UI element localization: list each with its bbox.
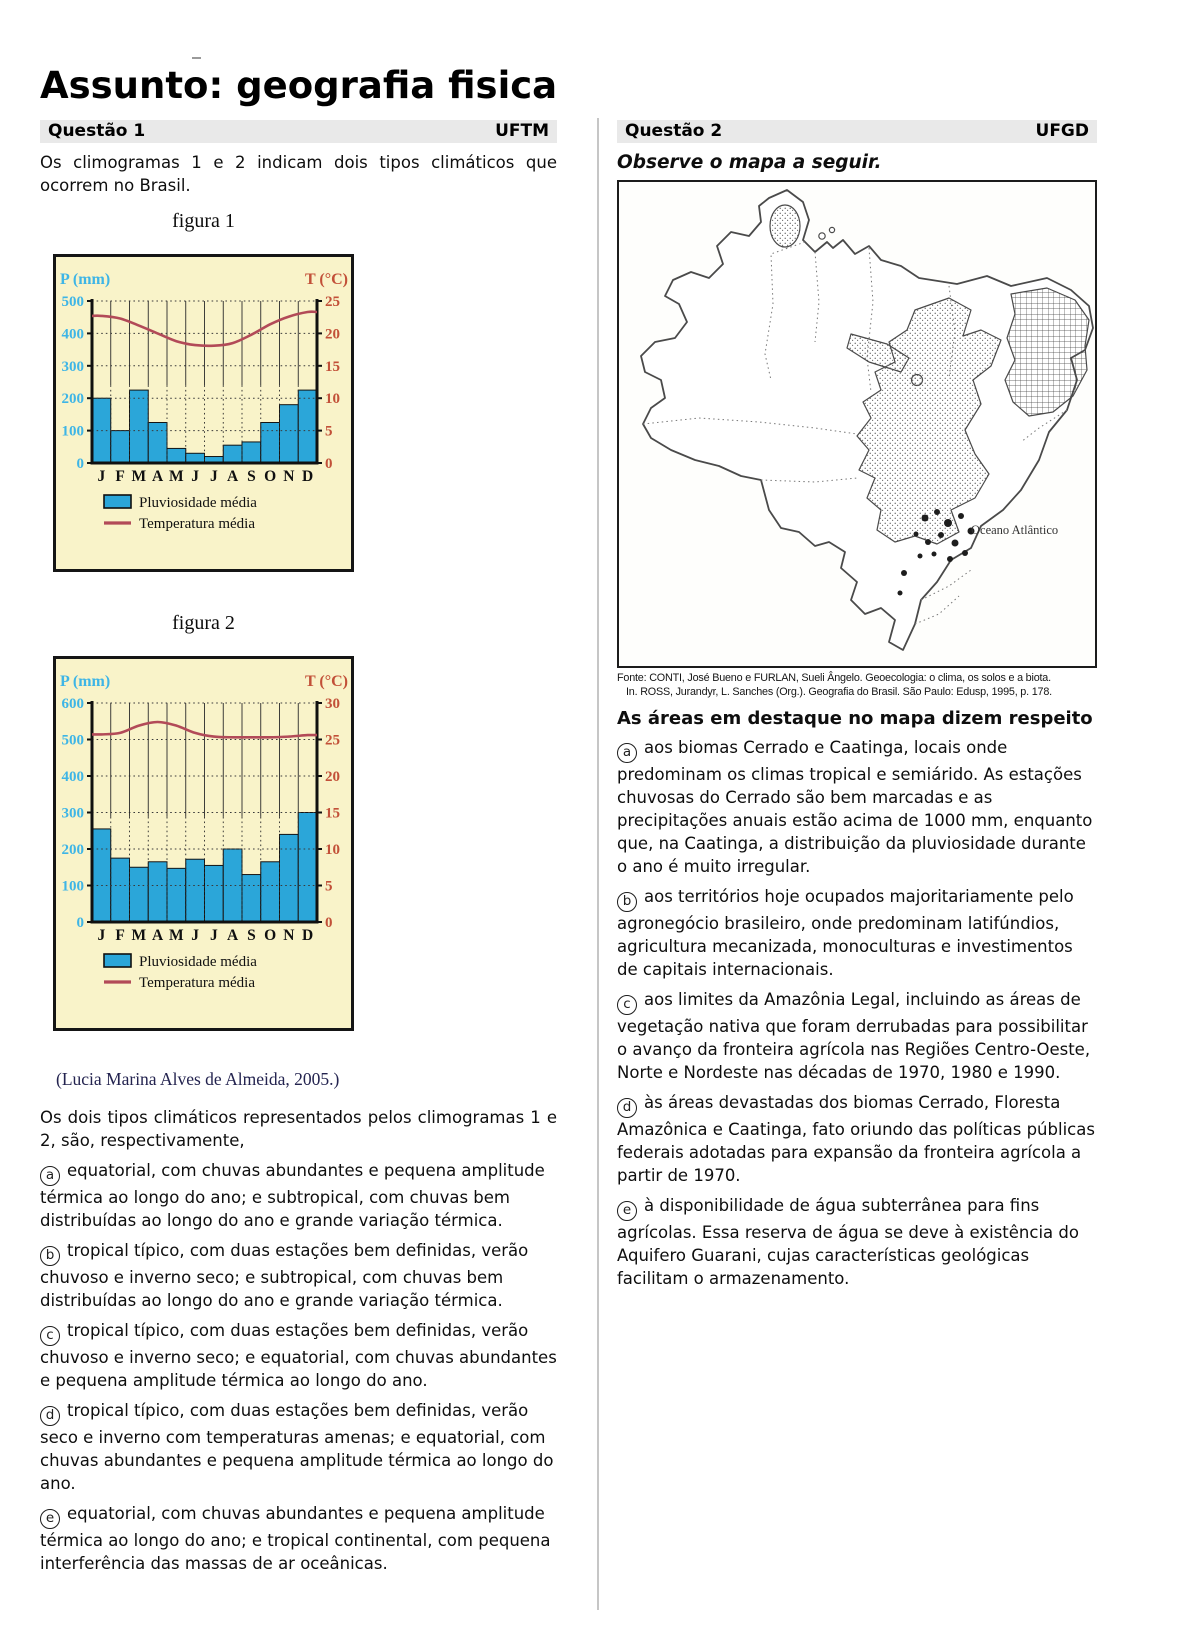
question-1-option-e bbox=[40, 1502, 557, 1575]
option-text: aos limites da Amazônia Legal, incluindo as áreas de vegetação nativa que foram derrubadas para possibilitar o avanço da fronteira agrícola nas Regiões Centro-Oeste, Norte e Nordeste nas décadas de 1970, 1980 e 1990. bbox=[617, 990, 1091, 1082]
svg-text:Pluviosidade média: Pluviosidade média bbox=[139, 954, 257, 970]
question-1-option-b bbox=[40, 1239, 557, 1312]
svg-text:25: 25 bbox=[325, 294, 340, 310]
climograph-figure-1 bbox=[53, 254, 354, 572]
option-text: aos territórios hoje ocupados majoritariamente pelo agronegócio brasileiro, onde predominam latifúndios, agricultura mecanizada, monoculturas e investimentos de capitais internacionais. bbox=[617, 887, 1074, 979]
brazil-map-svg bbox=[619, 182, 1095, 666]
svg-text:M: M bbox=[169, 468, 184, 485]
option-text: tropical típico, com duas estações bem definidas, verão chuvoso e inverno seco; e equatorial, com chuvas abundantes e pequena amplitude térmica ao longo do ano. bbox=[40, 1321, 557, 1390]
svg-text:O: O bbox=[264, 468, 277, 485]
brazil-map-figure bbox=[617, 180, 1097, 668]
page-title: Assunto: geografia fisica bbox=[40, 64, 558, 107]
svg-text:M: M bbox=[169, 927, 184, 944]
question-1-label: Questão 1 bbox=[48, 121, 146, 141]
svg-text:F: F bbox=[115, 468, 125, 485]
question-2-stem: As áreas em destaque no mapa dizem respeito bbox=[617, 708, 1093, 729]
svg-text:25: 25 bbox=[325, 732, 340, 749]
question-1-source-badge: UFTM bbox=[495, 121, 549, 141]
climograph-figure-2 bbox=[53, 656, 354, 1031]
option-text: equatorial, com chuvas abundantes e pequena amplitude térmica ao longo do ano; e subtropical, com chuvas bem distribuídas ao longo do ano e grande variação térmica. bbox=[40, 1161, 545, 1230]
option-letter-b: b bbox=[617, 892, 637, 912]
option-letter-b: b bbox=[40, 1246, 60, 1266]
svg-text:O: O bbox=[264, 927, 277, 944]
question-2-column bbox=[617, 120, 1097, 1290]
question-1-stem: Os dois tipos climáticos representados pelos climogramas 1 e 2, são, respectivamente, bbox=[40, 1108, 557, 1150]
svg-text:200: 200 bbox=[61, 391, 84, 408]
question-2-option-d bbox=[617, 1091, 1097, 1187]
svg-text:Temperatura média: Temperatura média bbox=[139, 975, 255, 991]
stray-mark bbox=[192, 57, 201, 59]
column-divider bbox=[597, 118, 599, 1610]
svg-text:A: A bbox=[152, 927, 164, 944]
svg-text:Pluviosidade média: Pluviosidade média bbox=[139, 495, 257, 511]
svg-text:S: S bbox=[247, 468, 256, 485]
option-text: aos biomas Cerrado e Caatinga, locais onde predominam os climas tropical e semiárido. As estações chuvosas do Cerrado são bem marcadas e as precipitações anuais estão acima de 1000 mm, enquanto que, na Caatinga, a distribuição da pluviosidade durante o ano é muito irregular. bbox=[617, 738, 1093, 876]
svg-text:10: 10 bbox=[325, 842, 340, 858]
svg-text:0: 0 bbox=[325, 915, 333, 931]
svg-text:200: 200 bbox=[61, 842, 84, 858]
question-2-label: Questão 2 bbox=[625, 121, 723, 141]
svg-text:A: A bbox=[227, 468, 239, 485]
svg-text:P (mm): P (mm) bbox=[60, 673, 111, 690]
svg-text:T (°C): T (°C) bbox=[305, 271, 348, 288]
option-text: equatorial, com chuvas abundantes e pequena amplitude térmica ao longo do ano; e tropical continental, com pequena interferência das massas de ar oceânicas. bbox=[40, 1504, 551, 1573]
option-text: tropical típico, com duas estações bem definidas, verão seco e inverno com temperaturas amenas; e equatorial, com chuvas abundantes e pequena amplitude térmica ao longo do ano. bbox=[40, 1401, 554, 1493]
svg-text:5: 5 bbox=[325, 878, 333, 895]
svg-text:M: M bbox=[131, 468, 147, 485]
svg-text:J: J bbox=[191, 927, 199, 944]
option-letter-a: a bbox=[40, 1166, 60, 1186]
option-letter-e: e bbox=[617, 1201, 637, 1221]
question-2-option-c bbox=[617, 988, 1097, 1084]
svg-text:S: S bbox=[247, 927, 256, 944]
caatinga-hatch-region bbox=[1005, 288, 1089, 416]
svg-text:20: 20 bbox=[325, 326, 340, 343]
svg-text:0: 0 bbox=[325, 456, 333, 472]
svg-text:J: J bbox=[97, 468, 106, 485]
map-credit bbox=[617, 671, 1097, 699]
figure-1-caption: figura 1 bbox=[172, 210, 235, 232]
option-letter-d: d bbox=[40, 1406, 60, 1426]
svg-text:D: D bbox=[302, 468, 314, 485]
figure-2-caption: figura 2 bbox=[172, 612, 235, 634]
svg-text:30: 30 bbox=[325, 696, 340, 712]
svg-text:500: 500 bbox=[61, 294, 84, 310]
option-letter-c: c bbox=[617, 995, 637, 1015]
svg-text:5: 5 bbox=[325, 423, 333, 440]
question-2-header bbox=[617, 120, 1097, 143]
option-letter-e: e bbox=[40, 1509, 60, 1529]
question-1-option-d bbox=[40, 1399, 557, 1495]
svg-text:J: J bbox=[191, 468, 199, 485]
svg-text:400: 400 bbox=[61, 326, 84, 343]
svg-text:0: 0 bbox=[76, 456, 84, 472]
brazil-outline bbox=[641, 190, 1093, 650]
svg-text:600: 600 bbox=[61, 696, 84, 712]
option-letter-a: a bbox=[617, 743, 637, 763]
svg-text:100: 100 bbox=[61, 423, 84, 440]
svg-text:15: 15 bbox=[325, 358, 340, 375]
svg-text:20: 20 bbox=[325, 769, 340, 785]
map-credit-line-2: In. ROSS, Jurandyr, L. Sanches (Org.). Geografia do Brasil. São Paulo: Edusp, 1995, p. 178. bbox=[626, 686, 1052, 698]
map-credit-line-1: Fonte: CONTI, José Bueno e FURLAN, Sueli Ângelo. Geoecologia: o clima, os solos e a biota. bbox=[617, 672, 1051, 684]
question-2-option-e bbox=[617, 1194, 1097, 1290]
svg-text:J: J bbox=[210, 468, 218, 485]
svg-text:T (°C): T (°C) bbox=[305, 673, 348, 690]
question-2-option-b bbox=[617, 885, 1097, 981]
svg-text:F: F bbox=[115, 927, 125, 944]
ocean-label: Oceano Atlântico bbox=[971, 523, 1059, 537]
svg-text:D: D bbox=[302, 927, 314, 944]
question-2-option-a bbox=[617, 736, 1097, 878]
svg-text:Temperatura média: Temperatura média bbox=[139, 516, 255, 532]
question-1-header bbox=[40, 120, 557, 143]
svg-text:10: 10 bbox=[325, 391, 340, 408]
climograph-1-svg bbox=[56, 257, 351, 569]
option-text: às áreas devastadas dos biomas Cerrado, Floresta Amazônica e Caatinga, fato oriundo das políticas públicas federais adotadas para expansão da fronteira agrícola a partir de 1970. bbox=[617, 1093, 1095, 1185]
climograph-2-svg bbox=[56, 659, 351, 1028]
question-2-intro: Observe o mapa a seguir. bbox=[617, 152, 882, 173]
svg-text:300: 300 bbox=[61, 805, 84, 822]
svg-text:P (mm): P (mm) bbox=[60, 271, 111, 288]
figure-credit: (Lucia Marina Alves de Almeida, 2005.) bbox=[56, 1069, 340, 1089]
svg-text:A: A bbox=[152, 468, 164, 485]
svg-text:J: J bbox=[97, 927, 106, 944]
question-1-option-c bbox=[40, 1319, 557, 1392]
amazon-mouth-islands bbox=[819, 227, 835, 239]
question-1-options bbox=[40, 1159, 557, 1575]
question-2-source-badge: UFGD bbox=[1035, 121, 1089, 141]
svg-text:100: 100 bbox=[61, 878, 84, 895]
question-1-option-a bbox=[40, 1159, 557, 1232]
svg-text:300: 300 bbox=[61, 358, 84, 375]
question-2-options bbox=[617, 736, 1097, 1290]
svg-text:A: A bbox=[227, 927, 239, 944]
svg-text:400: 400 bbox=[61, 769, 84, 785]
option-letter-c: c bbox=[40, 1326, 60, 1346]
option-text: à disponibilidade de água subterrânea para fins agrícolas. Essa reserva de água se deve à existência do Aquifero Guarani, cujas características geológicas facilitam o armazenamento. bbox=[617, 1196, 1079, 1288]
svg-text:N: N bbox=[283, 468, 295, 485]
question-1-column bbox=[40, 120, 557, 1575]
svg-text:M: M bbox=[131, 927, 147, 944]
question-1-intro: Os climogramas 1 e 2 indicam dois tipos climáticos que ocorrem no Brasil. bbox=[40, 153, 557, 195]
svg-text:N: N bbox=[283, 927, 295, 944]
svg-text:0: 0 bbox=[76, 915, 84, 931]
svg-text:15: 15 bbox=[325, 805, 340, 822]
svg-text:J: J bbox=[210, 927, 218, 944]
option-letter-d: d bbox=[617, 1098, 637, 1118]
svg-text:500: 500 bbox=[61, 732, 84, 749]
option-text: tropical típico, com duas estações bem definidas, verão chuvoso e inverno seco; e subtropical, com chuvas bem distribuídas ao longo do ano e grande variação térmica. bbox=[40, 1241, 529, 1310]
